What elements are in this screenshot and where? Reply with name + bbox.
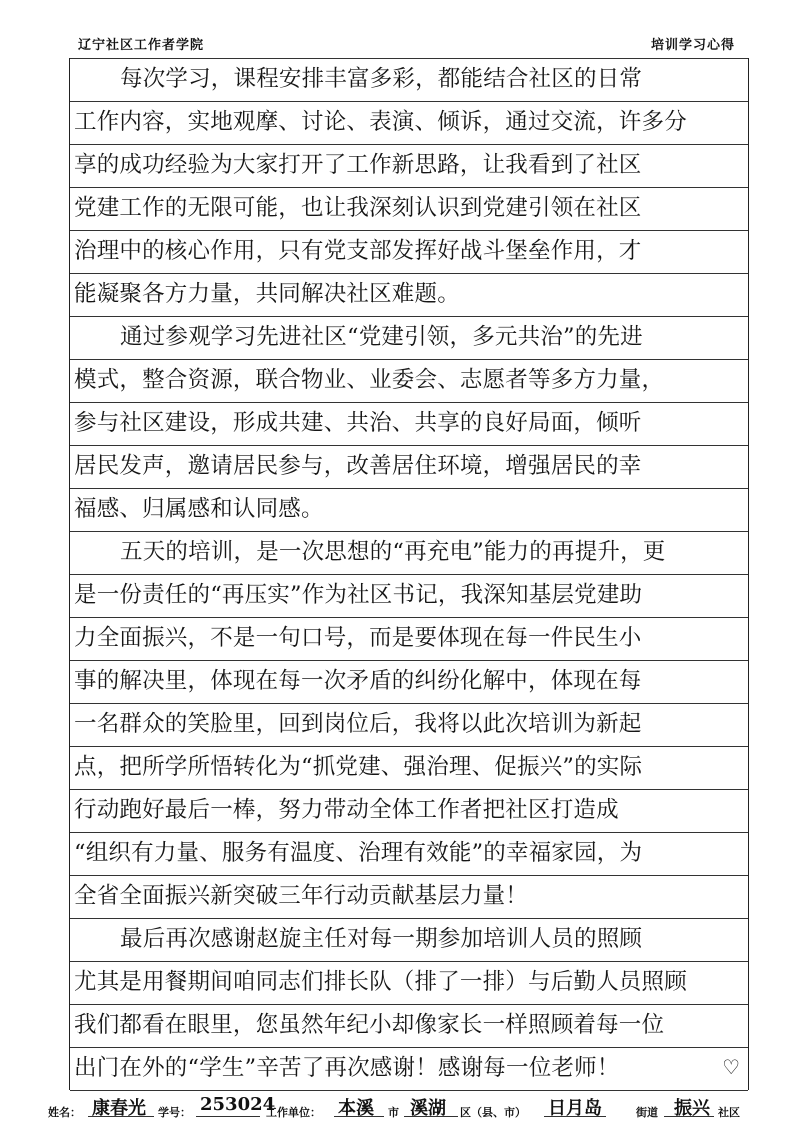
ruled-line	[70, 144, 748, 145]
ruled-line	[70, 918, 748, 919]
line-text: 参与社区建设，形成共建、共治、共享的良好局面，倾听	[74, 410, 642, 436]
handwritten-line	[70, 146, 748, 185]
line-text: “组织有力量、服务有温度、治理有效能”的幸福家园，为	[74, 840, 643, 866]
handwritten-line	[70, 318, 748, 357]
handwritten-line	[70, 361, 748, 400]
page-header	[0, 34, 799, 54]
handwritten-line	[70, 60, 748, 99]
community-label: 社区	[718, 1106, 740, 1119]
handwritten-line	[70, 490, 748, 529]
handwritten-line	[70, 963, 748, 1002]
street-value: 日月岛	[548, 1098, 602, 1119]
ruled-line	[70, 230, 748, 231]
ruled-line	[70, 617, 748, 618]
name-value: 康春光	[92, 1098, 146, 1119]
handwritten-line	[70, 232, 748, 271]
line-text: 力全面振兴，不是一句口号，而是要体现在每一件民生小	[74, 625, 642, 651]
handwritten-line	[70, 705, 748, 744]
student-id-underline	[196, 1116, 260, 1117]
line-text: 事的解决里，体现在每一次矛盾的纠纷化解中，体现在每	[74, 668, 642, 694]
handwritten-line	[70, 662, 748, 701]
handwritten-line	[70, 103, 748, 142]
community-value: 振兴	[674, 1098, 710, 1119]
ruled-line	[70, 58, 748, 59]
handwritten-line	[70, 748, 748, 787]
ruled-line	[70, 789, 748, 790]
ruled-line	[70, 531, 748, 532]
student-id-value: 253024	[200, 1094, 276, 1115]
line-text: 通过参观学习先进社区“党建引领，多元共治”的先进	[120, 324, 643, 350]
line-text: 尤其是用餐期间咱同志们排长队（排了一排）与后勤人员照顾	[74, 969, 687, 995]
ruled-line	[70, 359, 748, 360]
city-value: 本溪	[338, 1098, 374, 1119]
line-text: 全省全面振兴新突破三年行动贡献基层力量！	[74, 883, 529, 909]
line-text: 一名群众的笑脸里，回到岗位后，我将以此次培训为新起	[74, 711, 642, 737]
ruled-line	[70, 746, 748, 747]
handwritten-line	[70, 834, 748, 873]
street-underline	[544, 1116, 606, 1117]
handwritten-line	[70, 189, 748, 228]
ruled-line	[70, 875, 748, 876]
community-underline	[664, 1116, 714, 1117]
line-text: 出门在外的“学生”辛苦了再次感谢！感谢每一位老师！	[74, 1055, 620, 1081]
line-text: 居民发声，邀请居民参与，改善居住环境，增强居民的幸	[74, 453, 642, 479]
line-text: 我们都看在眼里，您虽然年纪小却像家长一样照顾着每一位	[74, 1012, 665, 1038]
city-label: 市	[388, 1106, 399, 1119]
handwritten-line	[70, 619, 748, 658]
name-label: 姓名：	[48, 1106, 81, 1119]
ruled-line	[70, 703, 748, 704]
ruled-line	[70, 273, 748, 274]
ruled-line	[70, 1004, 748, 1005]
ruled-line	[70, 316, 748, 317]
handwritten-line	[70, 877, 748, 916]
district-value: 溪湖	[410, 1098, 446, 1119]
ruled-line	[70, 402, 748, 403]
handwritten-line	[70, 447, 748, 486]
ruled-line	[70, 574, 748, 575]
district-label: 区（县、市）	[460, 1106, 526, 1119]
line-text: 党建工作的无限可能，也让我深刻认识到党建引领在社区	[74, 195, 642, 221]
line-text: 模式，整合资源，联合物业、业委会、志愿者等多方力量，	[74, 367, 665, 393]
line-text: 享的成功经验为大家打开了工作新思路，让我看到了社区	[74, 152, 642, 178]
handwritten-line	[70, 1006, 748, 1045]
heart-icon: ♡	[722, 1055, 740, 1079]
ruled-line	[70, 445, 748, 446]
lined-writing-sheet	[69, 58, 749, 1090]
line-text: 治理中的核心作用，只有党支部发挥好战斗堡垒作用，才	[74, 238, 642, 264]
handwritten-line	[70, 791, 748, 830]
line-text: 工作内容，实地观摩、讨论、表演、倾诉，通过交流，许多分	[74, 109, 687, 135]
line-text: 是一份责任的“再压实”作为社区书记，我深知基层党建助	[74, 582, 643, 608]
line-text: 点，把所学所悟转化为“抓党建、强治理、促振兴”的实际	[74, 754, 643, 780]
handwritten-line	[70, 1049, 748, 1088]
institution-name: 辽宁社区工作者学院	[78, 38, 205, 53]
ruled-line	[70, 660, 748, 661]
line-text: 五天的培训，是一次思想的“再充电”能力的再提升，更	[120, 539, 666, 565]
city-underline	[334, 1116, 384, 1117]
line-text: 每次学习，课程安排丰富多彩，都能结合社区的日常	[120, 66, 643, 92]
ruled-line	[70, 187, 748, 188]
document-type: 培训学习心得	[650, 38, 735, 53]
handwritten-line	[70, 533, 748, 572]
ruled-line	[70, 961, 748, 962]
line-text: 行动跑好最后一棒，努力带动全体工作者把社区打造成	[74, 797, 619, 823]
handwritten-line	[70, 404, 748, 443]
district-underline	[404, 1116, 458, 1117]
handwritten-line	[70, 576, 748, 615]
name-underline	[88, 1116, 154, 1117]
work-unit-label: 工作单位：	[266, 1106, 321, 1119]
ruled-line	[70, 101, 748, 102]
student-info-footer	[0, 1094, 799, 1120]
ruled-line	[70, 832, 748, 833]
handwritten-line	[70, 920, 748, 959]
student-id-label: 学号：	[158, 1106, 191, 1119]
handwritten-line	[70, 275, 748, 314]
ruled-line	[70, 488, 748, 489]
ruled-line	[70, 1090, 748, 1091]
street-label: 街道	[636, 1106, 658, 1119]
line-text: 能凝聚各方力量，共同解决社区难题。	[74, 281, 460, 307]
line-text: 福感、归属感和认同感。	[74, 496, 324, 522]
ruled-line	[70, 1047, 748, 1048]
line-text: 最后再次感谢赵旋主任对每一期参加培训人员的照顾	[120, 926, 643, 952]
